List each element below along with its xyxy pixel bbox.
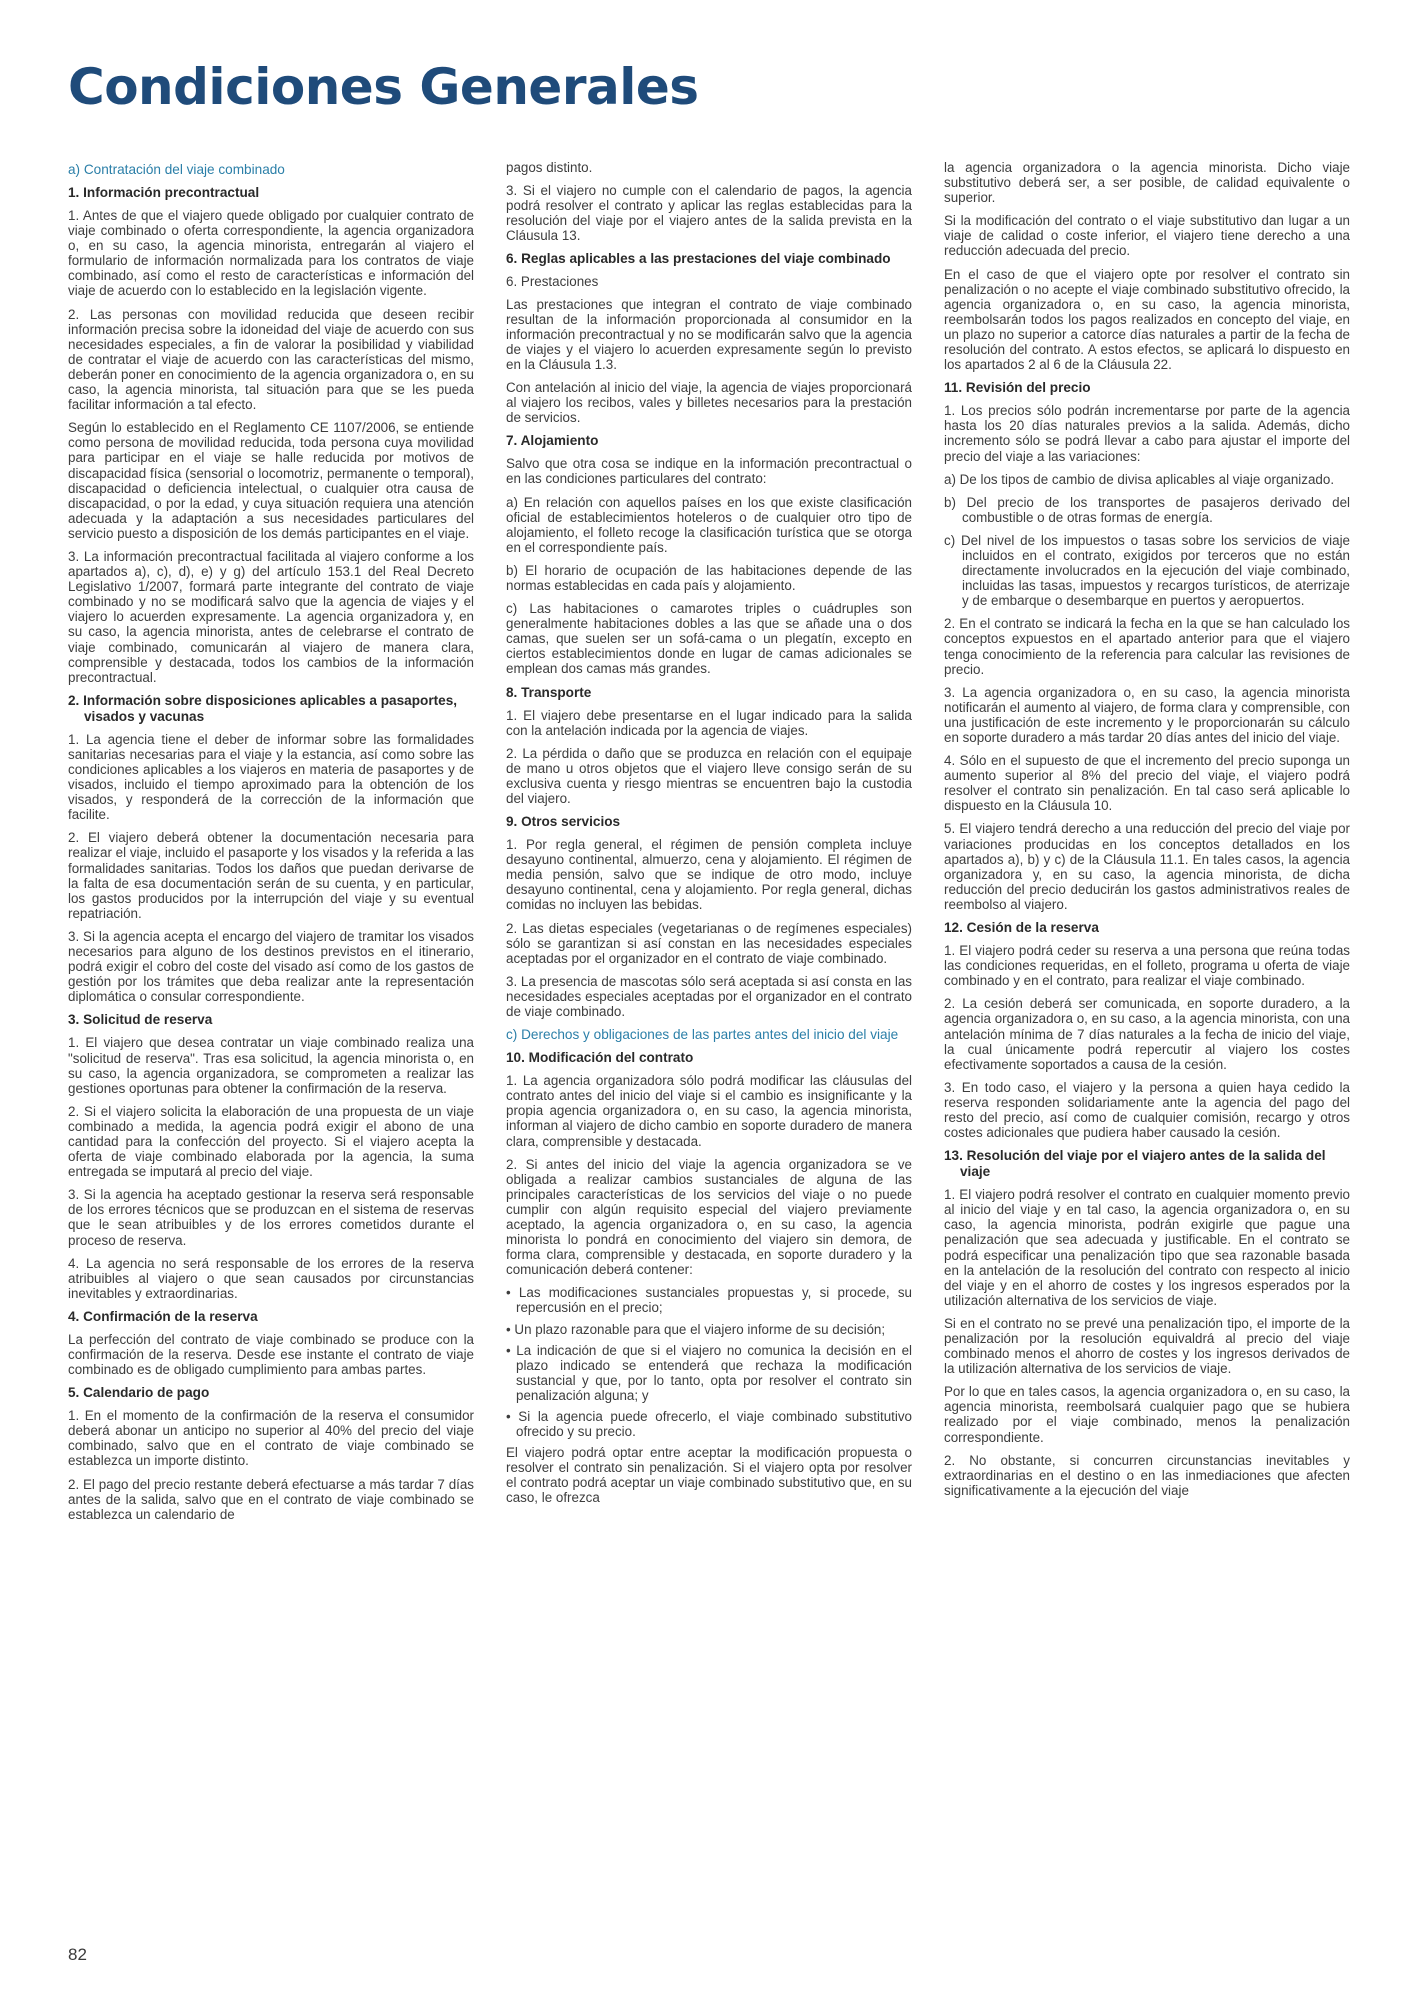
clause-heading: 3. Solicitud de reserva [68,1012,213,1028]
paragraph: 3. Si el viajero no cumple con el calendario de pagos, la agencia podrá resolver el contrato y aplicar las reglas establecidas para la resolución del viaje por el viajero antes de la salida prevista en la Cláusula 13. [506,183,912,244]
paragraph: 2. Las personas con movilidad reducida que deseen recibir información precisa sobre la idoneidad del viaje de acuerdo con sus necesidades especiales, a fin de valorar la posibilidad y viabilidad de contratar el viaje de acuerdo con las características del mismo, deberán poner en conocimiento de la agencia organizadora o, en su caso, la agencia minorista, tal situación para que se les pueda facilitar información a tal efecto. [68,306,474,413]
bullet-item: • Las modificaciones sustanciales propuestas y, si procede, su repercusión en el precio; [506,1285,912,1316]
paragraph: La perfección del contrato de viaje combinado se produce con la confirmación de la reserva. Desde ese instante el contrato de viaje combinado es de obligado cumplimiento para ambas partes. [68,1331,474,1378]
paragraph: 1. La agencia organizadora sólo podrá modificar las cláusulas del contrato antes del inicio del viaje si el cambio es insignificante y la propia agencia organizadora o, en su caso, la agencia minorista, informan al viajero de dicho cambio en soporte duradero de manera clara, comprensible y destacada. [506,1073,912,1149]
paragraph: 3. La información precontractual facilitada al viajero conforme a los apartados a), c), d), e) y g) del artículo 153.1 del Real Decreto Legislativo 1/2007, formará parte integrante del contrato de viaje combinado y no se modificará salvo que la agencia de viajes y el viajero lo acuerden expresamente. La agencia organizadora y, en su caso, la agencia minorista, antes de celebrarse el contrato de viaje combinado, comunicarán al viajero de manera clara, comprensible y destacada, todos los cambios de la información precontractual. [68,548,474,685]
paragraph: Las prestaciones que integran el contrato de viaje combinado resultan de la información proporcionada al consumidor en la información precontractual y no se modificarán salvo que la agencia de viajes y el viajero lo acuerden expresamente según lo previsto en la Cláusula 1.3. [506,296,912,372]
paragraph: 1. El viajero podrá resolver el contrato en cualquier momento previo al inicio del viaje y en tal caso, la agencia organizadora o, en su caso, la agencia minorista, podrán exigirle que pague una penalización que sea adecuada y justificable. En el contrato se podrá especificar una penalización tipo que sea razonable basada en la antelación de la resolución del contrato con respecto al inicio del viaje y en el ahorro de costes y los ingresos esperados por la utilización alternativa de los servicios de viaje. [944,1187,1350,1308]
paragraph: Según lo establecido en el Reglamento CE 1107/2006, se entiende como persona de movilidad reducida, toda persona cuya movilidad para participar en el viaje se halle reducida por motivos de discapacidad física (sensorial o locomotriz, permanente o temporal), discapacidad o deficiencia intelectual, o cualquier otra causa de discapacidad, o por la edad, y cuya situación requiera una atención adecuada y la adaptación a sus necesidades particulares del servicio puesto a disposición de los demás participantes en el viaje. [68,420,474,541]
column-1 [68,160,474,1930]
paragraph: c) Las habitaciones o camarotes triples o cuádruples son generalmente habitaciones dobles a las que se añade una o dos camas, que suelen ser un sofá-cama o un plegatín, excepto en ciertos establecimientos donde en lugar de camas adicionales se emplean dos camas más grandes. [506,601,912,677]
paragraph: a) En relación con aquellos países en los que existe clasificación oficial de establecimientos hoteleros o de cualquier otro tipo de alojamiento, el folleto recoge la clasificación turística que se otorga en el correspondiente país. [506,494,912,555]
paragraph: 1. La agencia tiene el deber de informar sobre las formalidades sanitarias necesarias para el viaje y la estancia, así como sobre las condiciones aplicables a los viajeros en materia de pasaportes y de visados, incluido el tiempo aproximado para la obtención de los visados, y responderá de la corrección de la información que facilite. [68,731,474,823]
section-heading: c) Derechos y obligaciones de las partes antes del inicio del viaje [506,1027,899,1043]
paragraph: b) El horario de ocupación de las habitaciones depende de las normas establecidas en cada país y alojamiento. [506,562,912,593]
bullet-item: • Un plazo razonable para que el viajero informe de su decisión; [506,1321,886,1337]
clause-heading: 2. Información sobre disposiciones aplicables a pasaportes, visados y vacunas [68,692,458,724]
paragraph: 1. El viajero podrá ceder su reserva a una persona que reúna todas las condiciones requeridas, en el folleto, programa u oferta de viaje combinado y en el contrato, para realizar el viaje combinado. [944,943,1350,989]
clause-heading: 4. Confirmación de la reserva [68,1308,258,1324]
paragraph: la agencia organizadora o la agencia minorista. Dicho viaje substitutivo deberá ser, a ser posible, de calidad equivalente o superior. [944,160,1350,206]
paragraph: 1. El viajero que desea contratar un viaje combinado realiza una "solicitud de reserva". Tras esa solicitud, la agencia minorista o, en su caso, la agencia organizadora, se comprometen a realizar las gestiones oportunas para obtener la confirmación de la reserva. [68,1035,474,1096]
paragraph: 2. En el contrato se indicará la fecha en la que se han calculado los conceptos expuestos en el apartado anterior para que el viajero tenga conocimiento de la referencia para calcular las revisiones de precio. [944,616,1350,677]
paragraph: 1. Antes de que el viajero quede obligado por cualquier contrato de viaje combinado o oferta correspondiente, la agencia organizadora o, en su caso, la agencia minorista, entregarán al viajero el formulario de información normalizada para los contratos de viaje combinado, así como el resto de características e información del viaje de acuerdo con lo establecido en la legislación vigente. [68,208,474,299]
column-2 [506,160,912,1930]
clause-heading: 9. Otros servicios [506,814,621,830]
paragraph: 2. La cesión deberá ser comunicada, en soporte duradero, a la agencia organizadora o, en su caso, a la agencia minorista, con una antelación mínima de 7 días naturales a la fecha de inicio del viaje, la cual únicamente podrá repercutir al viajero los costes efectivamente soportados a causa de la cesión. [944,996,1350,1072]
bullet-item: • La indicación de que si el viajero no comunica la decisión en el plazo indicado se entenderá que rechaza la modificación sustancial y que, por lo tanto, opta por resolver el contrato sin penalización alguna; y [506,1342,912,1403]
paragraph: 4. La agencia no será responsable de los errores de la reserva atribuibles al viajero o que sean causados por circunstancias inevitables y extraordinarias. [68,1255,474,1301]
clause-heading: 13. Resolución del viaje por el viajero antes de la salida del viaje [944,1148,1326,1180]
paragraph: 3. La agencia organizadora o, en su caso, la agencia minorista notificarán el aumento al viajero, de forma clara y comprensible, con una justificación de este incremento y le proporcionarán su cálculo en soporte duradero a más tardar 20 días antes del inicio del viaje. [944,684,1350,745]
paragraph: El viajero podrá optar entre aceptar la modificación propuesta o resolver el contrato sin penalización. Si el viajero opta por resolver el contrato podrá aceptar un viaje combinado substitutivo que, en su caso, le ofrezca [506,1445,912,1506]
paragraph: 2. Si antes del inicio del viaje la agencia organizadora se ve obligada a realizar cambios sustanciales de alguna de las principales características de los servicios del viaje o no puede cumplir con algún requisito especial del viajero previamente aceptado, la agencia organizadora o, en su caso, la agencia minorista lo pondrá en conocimiento del viajero sin demora, de forma clara, comprensible y destacada, en soporte duradero y la comunicación deberá contener: [506,1156,912,1278]
paragraph: 3. Si la agencia ha aceptado gestionar la reserva será responsable de los errores técnicos que se produzcan en el sistema de reservas que le sean atribuibles y de los errores cometidos durante el proceso de reserva. [68,1187,474,1248]
paragraph: c) Del nivel de los impuestos o tasas sobre los servicios de viaje incluidos en el contrato, exigidos por terceros que no están directamente involucrados en la ejecución del viaje combinado, incluidas las tasas, impuestos y recargos turísticos, de aterrizaje y de embarque o desembarque en puertos y aeropuertos. [944,532,1350,609]
paragraph: Salvo que otra cosa se indique en la información precontractual o en las condiciones particulares del contrato: [506,456,912,487]
paragraph: 3. En todo caso, el viajero y la persona a quien haya cedido la reserva responden solidariamente ante la agencia del pago del resto del precio, así como de cualquier comisión, recargo y otros costes adicionales que pudiera haber causado la cesión. [944,1079,1350,1141]
paragraph: 2. Si el viajero solicita la elaboración de una propuesta de un viaje combinado a medida, la agencia podrá exigir el abono de una cantidad para la confección del proyecto. Si el viajero acepta la oferta de viaje combinado elaborada por la agencia, la suma entregada se imputará al precio del viaje. [68,1103,474,1180]
paragraph: Si la modificación del contrato o el viaje substitutivo dan lugar a un viaje de calidad o coste inferior, el viajero tiene derecho a una reducción adecuada del precio. [944,213,1350,259]
paragraph: 6. Prestaciones [506,274,599,290]
paragraph: Con antelación al inicio del viaje, la agencia de viajes proporcionará al viajero los recibos, vales y billetes necesarios para la prestación de servicios. [506,380,912,426]
clause-heading: 12. Cesión de la reserva [944,920,1099,936]
paragraph: 1. En el momento de la confirmación de la reserva el consumidor deberá abonar un anticipo no superior al 40% del precio del viaje combinado, salvo que en el contrato de viaje combinado se establezca un importe distinto. [68,1408,474,1469]
clause-heading: 5. Calendario de pago [68,1385,210,1401]
clause-heading: 8. Transporte [506,684,592,700]
paragraph: Si en el contrato no se prevé una penalización tipo, el importe de la penalización por la resolución equivaldrá al precio del viaje combinado menos el ahorro de costes y los ingresos derivados de la utilización alternativa de los servicios de viaje. [944,1315,1350,1377]
clause-heading: 11. Revisión del precio [944,380,1091,396]
paragraph: 2. No obstante, si concurren circunstancias inevitables y extraordinarias en el destino o en las inmediaciones que afecten significativamente a la ejecución del viaje [944,1452,1350,1498]
clause-heading: 1. Información precontractual [68,185,260,200]
paragraph: 4. Sólo en el supuesto de que el incremento del precio suponga un aumento superior al 8% del precio del viaje, el viajero podrá resolver el contrato sin penalización. En tal caso será aplicable lo dispuesto en la Cláusula 10. [944,753,1350,814]
paragraph: 1. Por regla general, el régimen de pensión completa incluye desayuno continental, almuerzo, cena y alojamiento. El régimen de media pensión, salvo que se indique de otro modo, incluye desayuno continental, cena y alojamiento. Por regla general, dichas comidas no incluyen las bebidas. [506,837,912,913]
paragraph: 2. La pérdida o daño que se produzca en relación con el equipaje de mano u otros objetos que el viajero lleve consigo serán de su exclusiva cuenta y riesgo mientras se encuentren bajo la custodia del viajero. [506,745,912,806]
paragraph: 1. El viajero debe presentarse en el lugar indicado para la salida con la antelación indicada por la agencia de viajes. [506,707,912,738]
page-number: 82 [68,1945,87,1964]
clause-heading: 6. Reglas aplicables a las prestaciones del viaje combinado [506,251,891,267]
paragraph: En el caso de que el viajero opte por resolver el contrato sin penalización o no acepte el viaje combinado substitutivo ofrecido, la agencia organizadora o, en su caso, la agencia minorista, reembolsarán todos los pagos realizados en concepto del viaje, en un plazo no superior a catorce días naturales a partir de la fecha de resolución del contrato. A estos efectos, se aplicará lo dispuesto en los apartados 2 al 6 de la Cláusula 22. [944,266,1350,373]
clause-heading: 7. Alojamiento [506,433,599,449]
paragraph: 1. Los precios sólo podrán incrementarse por parte de la agencia hasta los 20 días naturales previos a la salida. Además, dicho incremento sólo se podrá llevar a cabo para ajustar el importe del precio del viaje a las variaciones: [944,403,1350,464]
paragraph: pagos distinto. [506,160,593,175]
column-3 [944,160,1350,1930]
paragraph: 2. El viajero deberá obtener la documentación necesaria para realizar el viaje, incluido el pasaporte y los visados y la referida a las formalidades sanitarias. Todos los daños que puedan derivarse de la falta de esa documentación serán de su cuenta, y en particular, los gastos producidos por la interrupción del viaje y su eventual repatriación. [68,830,474,921]
section-heading: a) Contratación del viaje combinado [68,162,285,177]
terms-columns [68,160,1350,1930]
paragraph: 2. Las dietas especiales (vegetarianas o de regímenes especiales) sólo se garantizan si así constan en las necesidades especiales aceptadas por el organizador en el contrato de viaje combinado. [506,920,912,966]
paragraph: 2. El pago del precio restante deberá efectuarse a más tardar 7 días antes de la salida, salvo que en el contrato de viaje combinado se establezca un calendario de [68,1476,474,1522]
clause-heading: 10. Modificación del contrato [506,1050,694,1066]
paragraph: 3. La presencia de mascotas sólo será aceptada si así consta en las necesidades especiales aceptadas por el organizador en el contrato de viaje combinado. [506,973,912,1020]
bullet-item: • Si la agencia puede ofrecerlo, el viaje combinado substitutivo ofrecido y su precio. [506,1409,912,1440]
paragraph: 5. El viajero tendrá derecho a una reducción del precio del viaje por variaciones producidas en los conceptos detallados en los apartados a), b) y c) de la Cláusula 11.1. En tales casos, la agencia organizadora y, en su caso, la agencia minorista, de dicha reducción del precio deducirán los gastos administrativos reales de reembolso al viajero. [944,821,1350,912]
paragraph: 3. Si la agencia acepta el encargo del viajero de tramitar los visados necesarios para alguno de los destinos previstos en el itinerario, podrá exigir el cobro del coste del visado así como de los gastos de gestión por los trámites que deba realizar ante la representación diplomática o consular correspondiente. [68,928,474,1005]
paragraph: a) De los tipos de cambio de divisa aplicables al viaje organizado. [944,471,1335,487]
paragraph: b) Del precio de los transportes de pasajeros derivado del combustible o de otras formas de energía. [944,494,1350,525]
paragraph: Por lo que en tales casos, la agencia organizadora o, en su caso, la agencia minorista, reembolsará cualquier pago que se hubiera realizado por el viaje combinado, menos la penalización correspondiente. [944,1384,1350,1445]
page-title: Condiciones Generales [68,58,699,116]
